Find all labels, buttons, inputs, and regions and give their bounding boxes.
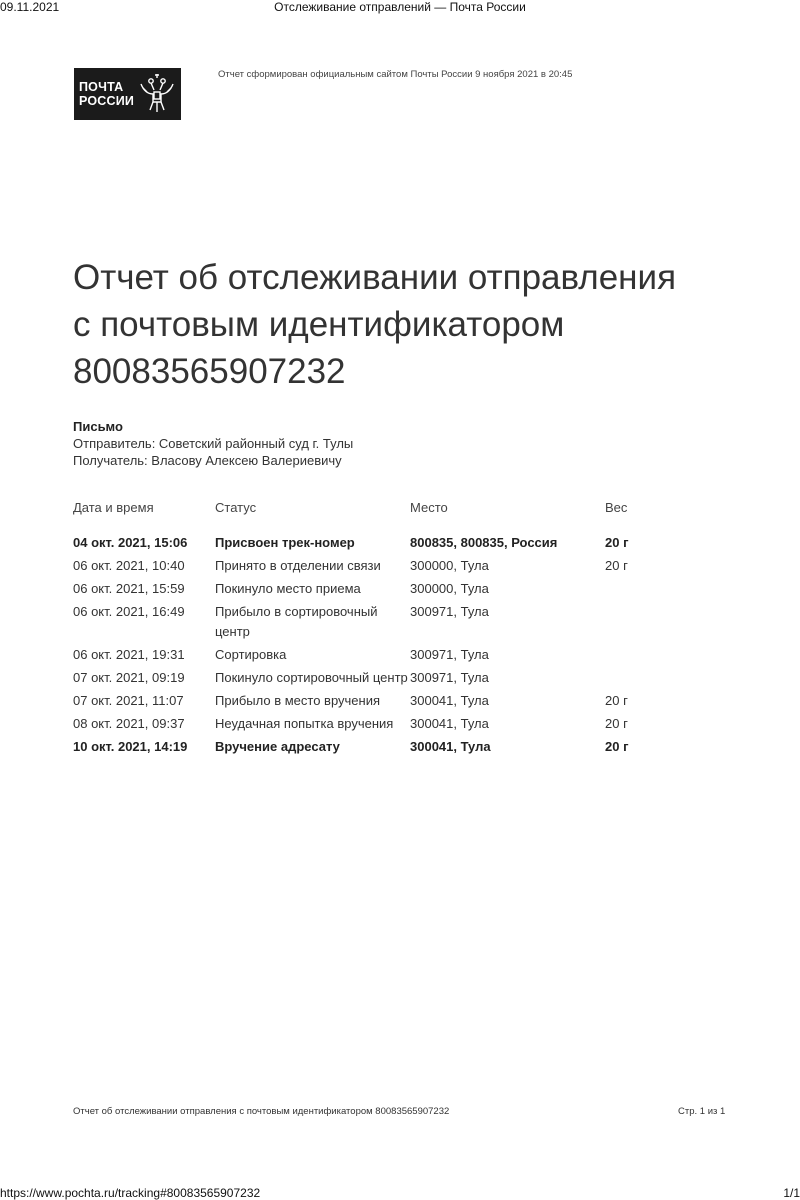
cell-date: 07 окт. 2021, 09:19 bbox=[73, 670, 185, 685]
cell-date: 07 окт. 2021, 11:07 bbox=[73, 693, 184, 708]
cell-weight: 20 г bbox=[605, 716, 628, 731]
sender: Отправитель: Советский районный суд г. Тулы bbox=[73, 436, 354, 451]
shipment-type: Письмо bbox=[73, 419, 123, 434]
title-line-2: с почтовым идентификатором bbox=[73, 305, 565, 344]
print-header-date: 09.11.2021 bbox=[0, 0, 60, 14]
cell-status: Принято в отделении связи bbox=[215, 558, 381, 573]
cell-date: 06 окт. 2021, 10:40 bbox=[73, 558, 185, 573]
cell-weight bbox=[605, 645, 665, 668]
cell-date: 04 окт. 2021, 15:06 bbox=[73, 535, 188, 550]
logo-line-2: РОССИИ bbox=[79, 94, 135, 108]
header-place: Место bbox=[410, 500, 448, 515]
cell-date: 06 окт. 2021, 15:59 bbox=[73, 581, 185, 596]
print-footer-url: https://www.pochta.ru/tracking#80083565907232 bbox=[0, 1186, 261, 1200]
table-row bbox=[73, 714, 673, 737]
double-headed-eagle-icon bbox=[135, 72, 179, 116]
cell-status: Неудачная попытка вручения bbox=[215, 716, 394, 731]
cell-weight: 20 г bbox=[605, 558, 628, 573]
page-counter: Стр. 1 из 1 bbox=[678, 1106, 726, 1117]
recipient: Получатель: Власову Алексею Валериевичу bbox=[73, 453, 342, 468]
header-date: Дата и время bbox=[73, 500, 154, 515]
cell-place: 300971, Тула bbox=[410, 604, 489, 619]
table-row bbox=[73, 533, 673, 556]
cell-status: Вручение адресату bbox=[215, 739, 340, 754]
table-row bbox=[73, 556, 673, 579]
print-header-title: Отслеживание отправлений — Почта России bbox=[274, 0, 526, 14]
cell-status: Покинуло место приема bbox=[215, 581, 361, 596]
cell-place: 300000, Тула bbox=[410, 558, 489, 573]
cell-status: Прибыло в сортировочный центр bbox=[215, 604, 378, 639]
cell-status: Покинуло сортировочный центр bbox=[215, 670, 408, 685]
table-row bbox=[73, 645, 673, 668]
generated-note: Отчет сформирован официальным сайтом Почты России 9 ноября 2021 в 20:45 bbox=[218, 69, 573, 80]
cell-weight: 20 г bbox=[605, 693, 628, 708]
cell-status: Присвоен трек-номер bbox=[215, 535, 355, 550]
cell-date: 06 окт. 2021, 16:49 bbox=[73, 604, 185, 619]
footer-caption: Отчет об отслеживании отправления с почтовым идентификатором 80083565907232 bbox=[73, 1106, 450, 1117]
tracking-table bbox=[73, 498, 673, 760]
table-row bbox=[73, 691, 673, 714]
print-footer-page: 1/1 bbox=[783, 1186, 800, 1200]
page-title bbox=[73, 254, 733, 395]
cell-weight: 20 г bbox=[605, 739, 629, 754]
cell-place: 300000, Тула bbox=[410, 581, 489, 596]
pochta-rossii-logo[interactable] bbox=[74, 68, 181, 120]
cell-place: 300041, Тула bbox=[410, 716, 489, 731]
cell-weight bbox=[605, 602, 665, 645]
table-header bbox=[73, 498, 673, 521]
cell-weight bbox=[605, 668, 665, 691]
tracking-number: 80083565907232 bbox=[73, 352, 346, 391]
logo-text bbox=[79, 80, 135, 108]
cell-date: 08 окт. 2021, 09:37 bbox=[73, 716, 185, 731]
table-row bbox=[73, 602, 673, 645]
title-line-1: Отчет об отслеживании отправления bbox=[73, 258, 677, 297]
table-row bbox=[73, 668, 673, 691]
cell-date: 10 окт. 2021, 14:19 bbox=[73, 739, 188, 754]
table-row bbox=[73, 579, 673, 602]
cell-status: Сортировка bbox=[215, 647, 287, 662]
cell-place: 800835, 800835, Россия bbox=[410, 535, 558, 550]
logo-line-1: ПОЧТА bbox=[79, 80, 124, 94]
table-row bbox=[73, 737, 673, 760]
cell-status: Прибыло в место вручения bbox=[215, 693, 381, 708]
header-status: Статус bbox=[215, 500, 257, 515]
cell-place: 300041, Тула bbox=[410, 693, 489, 708]
cell-weight: 20 г bbox=[605, 535, 629, 550]
table-body bbox=[73, 533, 673, 760]
cell-place: 300971, Тула bbox=[410, 670, 489, 685]
cell-place: 300971, Тула bbox=[410, 647, 489, 662]
header-weight: Вес bbox=[605, 500, 628, 515]
cell-date: 06 окт. 2021, 19:31 bbox=[73, 647, 185, 662]
cell-place: 300041, Тула bbox=[410, 739, 491, 754]
cell-weight bbox=[605, 579, 665, 602]
